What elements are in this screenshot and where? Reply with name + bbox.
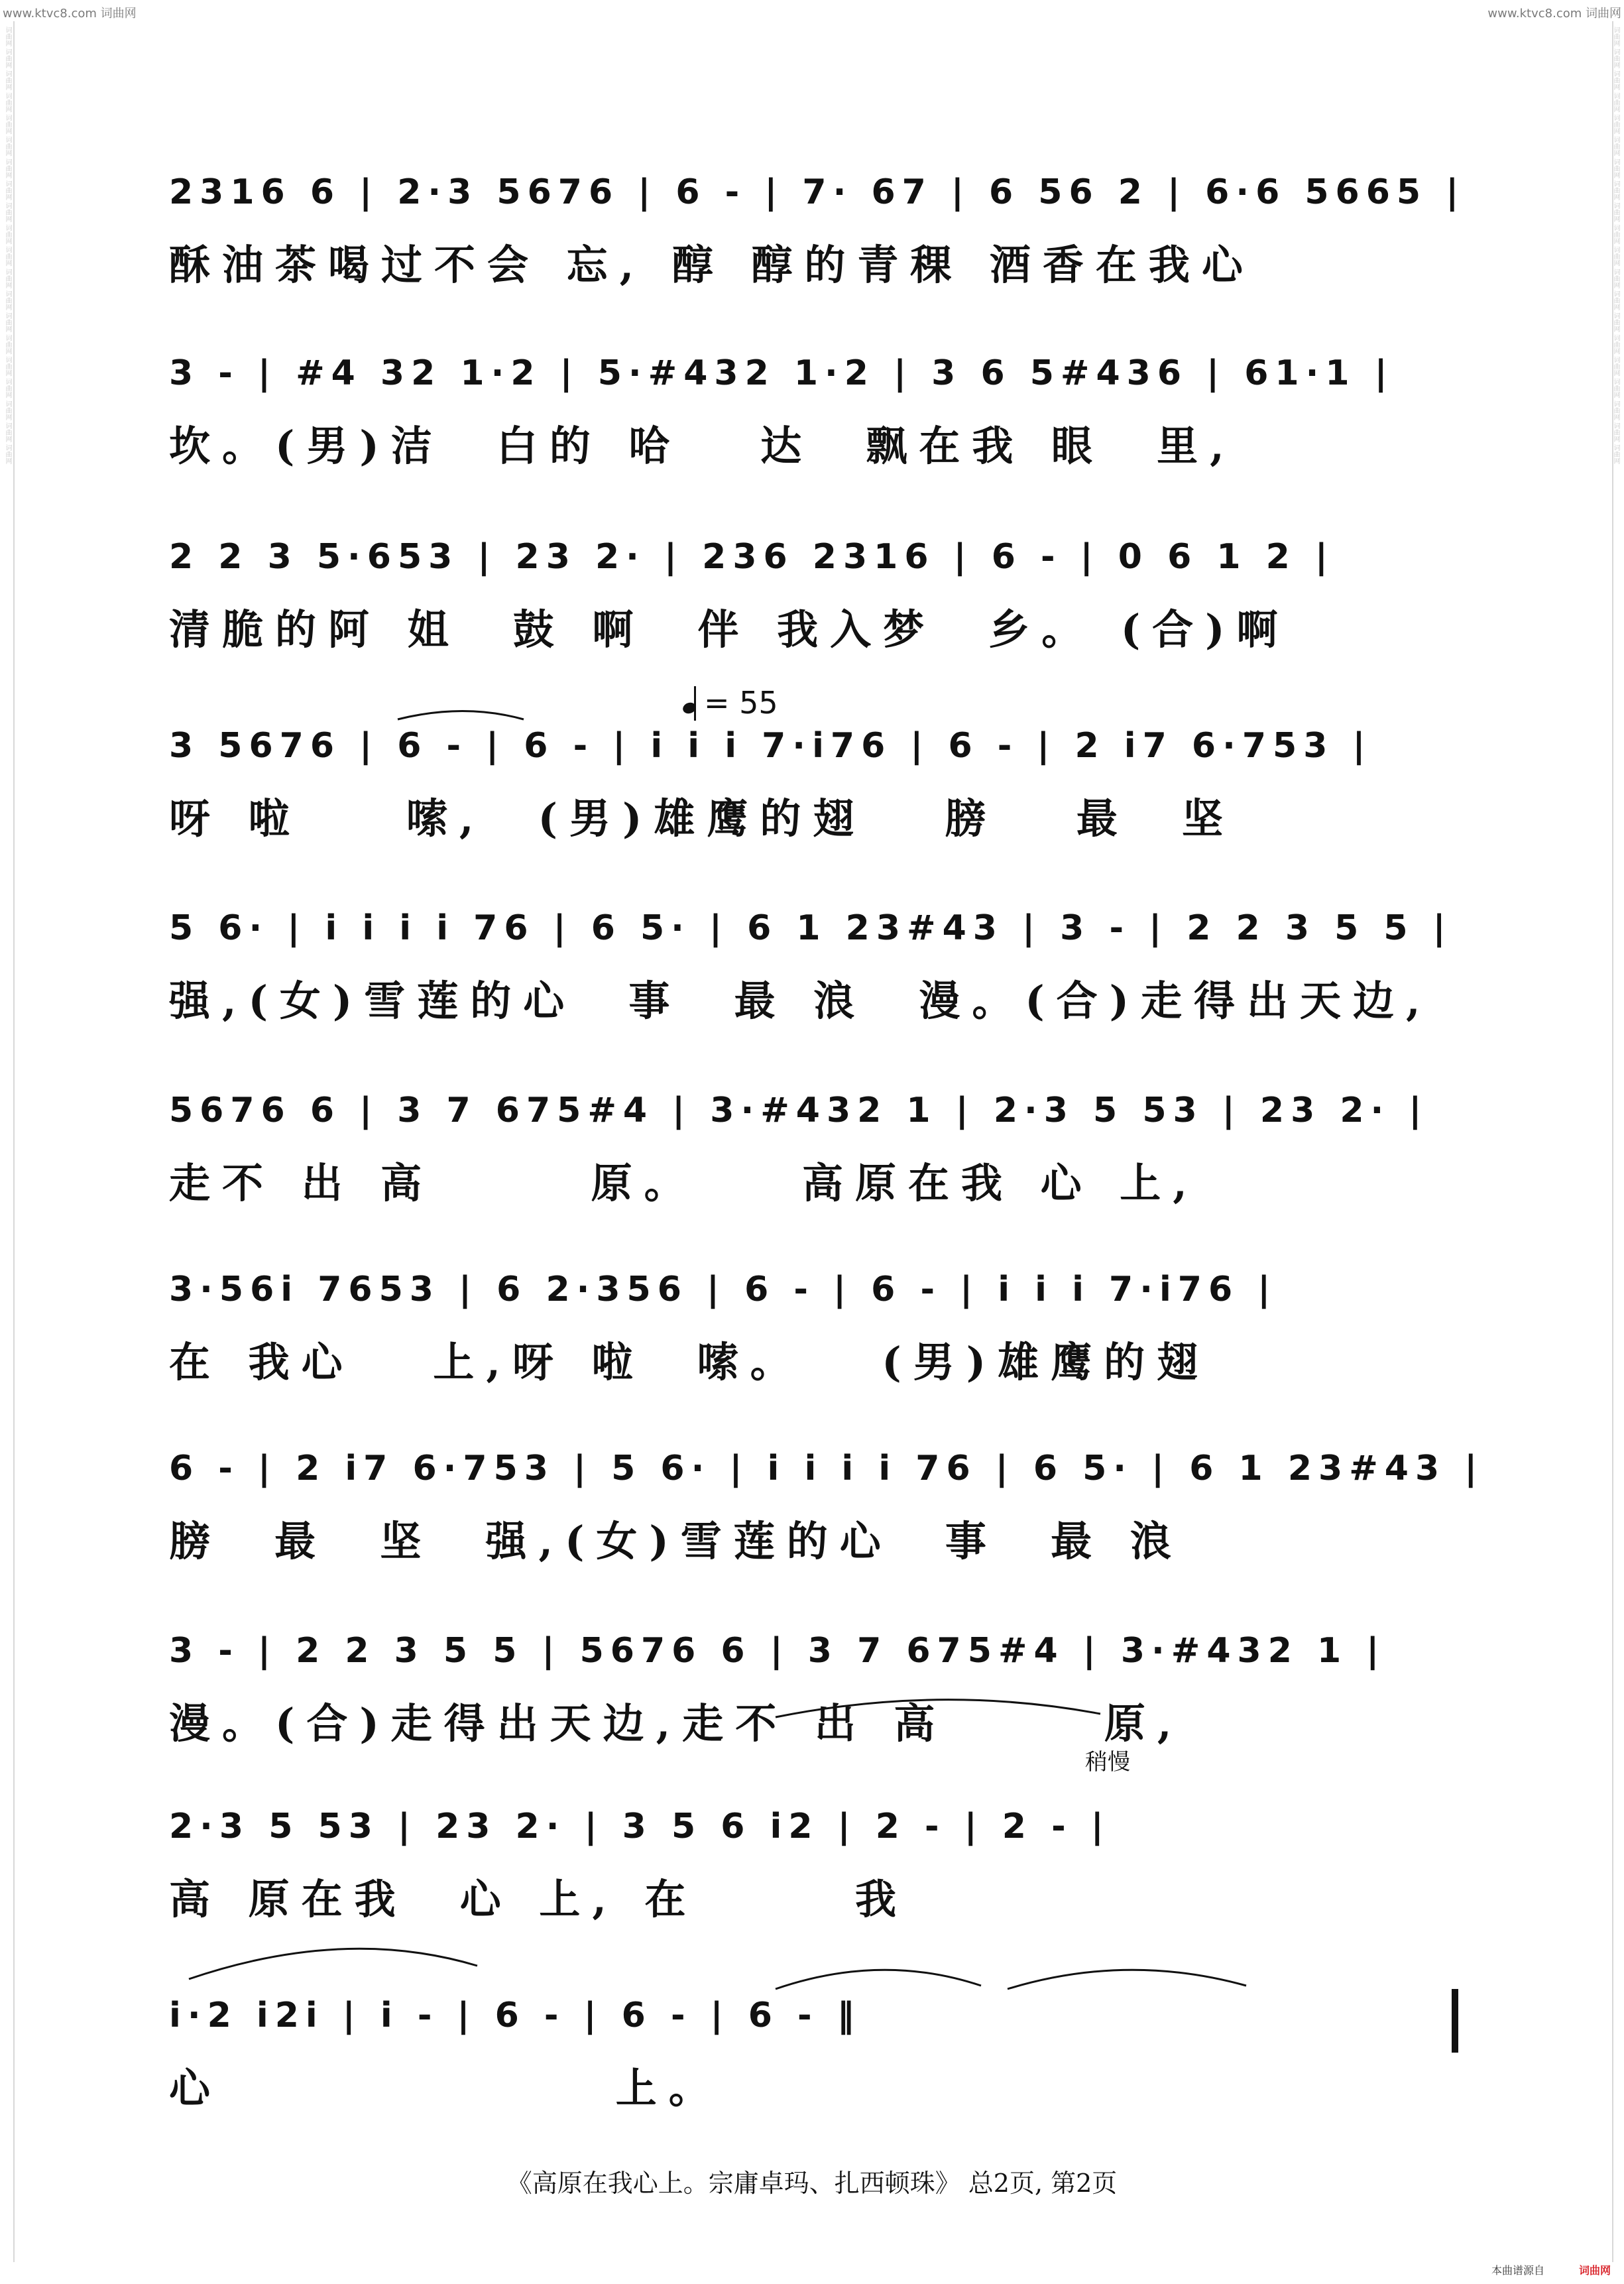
footer-source-label: 本曲谱源自 [1491,2264,1544,2277]
slur-line-4 [398,711,524,720]
slur-line-11c [1008,1970,1246,1989]
notes-text: 5 6· | i i i i 76 | 6 5· | 6 1 23#43 | 3 - | 2 2 3 5 5 | [169,908,1452,948]
slur-line-10 [776,1700,1100,1717]
lyrics-line-10: 高 原在我 心 上, 在 我 [169,1875,909,1923]
notes-text: 2 2 3 5·653 | 23 2· | 236 2316 | 6 - | 0 6 1 2 | [169,537,1334,577]
lyrics-line-4: 呀 啦 嗦, (男)雄鹰的翅 膀 最 坚 [169,794,1236,843]
slur-line-11a [189,1949,477,1979]
lyrics-line-7: 在 我心 上,呀 啦 嗦。 (男)雄鹰的翅 [169,1338,1210,1386]
lyrics-line-9: 漫。(合)走得出天边,走不 出 高 原, [169,1699,1184,1748]
footer-caption: 《高原在我心上。宗庸卓玛、扎西顿珠》 总2页, 第2页 [506,2169,1118,2198]
notes-text: 3 - | #4 32 1·2 | 5·#432 1·2 | 3 6 5#436 | 61·1 | [169,353,1394,393]
lyrics-line-11: 心 上。 [169,2064,722,2112]
direction-marking: 稍慢 [1085,1749,1130,1775]
left-watermark: 词曲网 词曲网 词曲网 词曲网 词曲网 词曲网 词曲网 词曲网 词曲网 词曲网 词曲网 词曲网 词曲网 词曲网 词曲网 词曲网 词曲网 词曲网 词曲网 词曲网 [4,27,11,465]
lyrics-line-3: 清脆的阿 姐 鼓 啊 伴 我入梦 乡。 (合)啊 [169,605,1290,654]
notes-text: i·2 i2i | i - | 6 - | 6 - | 6 - ‖ [169,1996,861,2035]
notes-text: 3·56i 7653 | 6 2·356 | 6 - | 6 - | i i i 7·i76 | [169,1270,1277,1309]
notes-text: 6 - | 2 i7 6·753 | 5 6· | i i i i 76 | 6 5· | 6 1 23#43 | [169,1449,1484,1488]
final-barline [1452,1989,1458,2053]
header-mark-left[interactable]: www.ktvc8.com 词曲网 [3,7,137,21]
tempo-text: = 55 [704,685,778,721]
notes-text: 2316 6 | 2·3 5676 | 6 - | 7· 67 | 6 56 2 | 6·6 5665 | [169,172,1466,212]
notes-text: 3 5676 | 6 - | 6 - | i i i 7·i76 | 6 - | 2 i7 6·753 | [169,726,1372,766]
notes-text: 3 - | 2 2 3 5 5 | 5676 6 | 3 7 675#4 | 3·#432 1 | [169,1631,1386,1671]
lyrics-line-2: 坎。(男)洁 白的 哈 达 飘在我 眼 里, [169,422,1236,470]
lyrics-line-8: 膀 最 坚 强,(女)雪莲的心 事 最 浪 [169,1517,1183,1565]
lyrics-line-1: 酥油茶喝过不会 忘, 醇 醇的青稞 酒香在我心 [169,241,1255,289]
lyrics-line-5: 强,(女)雪莲的心 事 最 浪 漫。(合)走得出天边, [169,977,1432,1025]
footer-site-link[interactable]: 词曲网 [1578,2264,1611,2277]
right-watermark: 词曲网 词曲网 词曲网 词曲网 词曲网 词曲网 词曲网 词曲网 词曲网 词曲网 词曲网 词曲网 词曲网 词曲网 词曲网 词曲网 词曲网 词曲网 词曲网 词曲网 [1612,27,1619,465]
lyrics-line-6: 走不 出 高 原。 高原在我 心 上, [169,1159,1199,1207]
notes-text: 5676 6 | 3 7 675#4 | 3·#432 1 | 2·3 5 53 | 23 2· | [169,1091,1428,1130]
slur-line-11b [776,1970,981,1989]
notes-text: 2·3 5 53 | 23 2· | 3 5 6 i2 | 2 - | 2 - | [169,1807,1110,1846]
header-mark-right[interactable]: www.ktvc8.com 词曲网 [1487,7,1621,21]
